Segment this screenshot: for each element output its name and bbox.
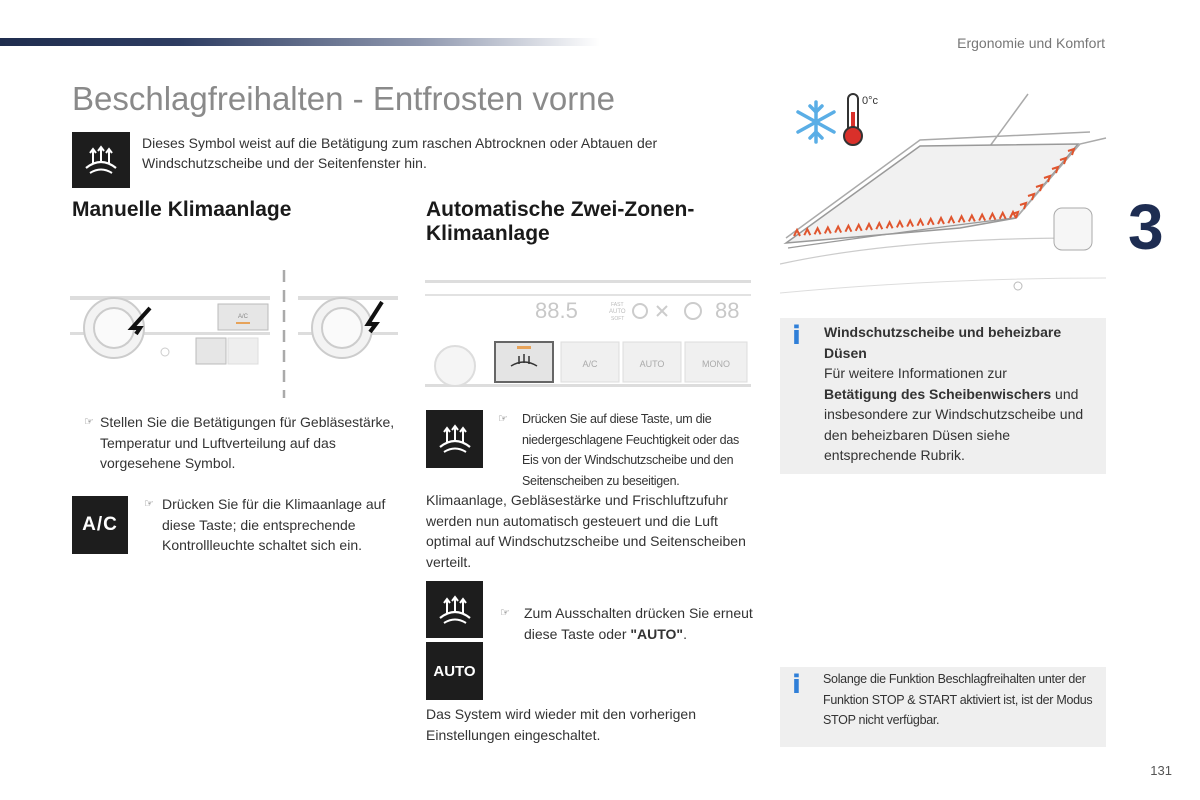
manual-step2: Drücken Sie für die Klimaanlage auf diese Taste; die entsprechende Kontrollleuchte schaltet sich ein.	[162, 496, 386, 553]
bullet-icon: ☞	[84, 416, 94, 428]
auto-para1: Klimaanlage, Gebläsestärke und Frischluftzufuhr werden nun automatisch gesteuert und die Luft optimal auf Windschutzscheibe und Seitenscheiben verteilt.	[426, 492, 746, 570]
info-box-title: Windschutzscheibe und beheizbare Düsen	[824, 324, 1062, 361]
intro-text: Dieses Symbol weist auf die Betätigung zum raschen Abtrocknen oder Abtauen der Windschutzscheibe und der Seitenfenster hin.	[142, 135, 658, 171]
defrost-symbol-icon	[72, 132, 130, 188]
thermometer-icon	[844, 94, 862, 145]
ac-button-icon: A/C	[72, 496, 128, 554]
auto-step1: Drücken Sie auf diese Taste, um die niedergeschlagene Feuchtigkeit oder das Eis von der Windschutzscheibe und den Seitenscheiben zu beseitigen.	[522, 412, 739, 488]
auto-step2-text: Zum Ausschalten drücken Sie erneut diese Taste oder	[524, 605, 753, 642]
info-box-line2: und insbesondere zur Windschutzscheibe und den beheizbaren Düsen siehe entsprechende Rubrik.	[824, 385, 1084, 463]
manual-heading: Manuelle Klimaanlage	[72, 198, 292, 221]
chapter-number: 3	[1128, 191, 1164, 263]
info-box-stop-start-text: Solange die Funktion Beschlagfreihalten unter der Funktion STOP & START aktiviert ist, ist der Modus STOP nicht verfügbar.	[823, 672, 1093, 727]
display-soft: SOFT	[611, 316, 625, 322]
auto-heading-line1: Automatische Zwei-Zonen-	[426, 198, 695, 221]
manual-control-panel-illustration	[70, 268, 400, 400]
snowflake-icon	[798, 102, 834, 142]
info-box-text	[824, 322, 1100, 466]
auto-heading	[426, 198, 694, 246]
page-title: Beschlagfreihalten - Entfrosten vorne	[72, 80, 615, 117]
section-title: Ergonomie und Komfort	[957, 35, 1105, 51]
auto-step2	[524, 603, 764, 644]
display-fast: FAST	[611, 302, 624, 308]
windscreen-illustration	[780, 88, 1108, 306]
info-box-wipers	[780, 318, 1106, 474]
display-temp-right: 88	[715, 298, 740, 323]
panel-btn-mono: MONO	[702, 359, 730, 369]
bullet-icon: ☞	[144, 498, 154, 510]
auto-step2-bold: "AUTO"	[630, 625, 684, 642]
auto-control-panel-illustration	[425, 278, 753, 394]
manual-step1: Stellen Sie die Betätigungen für Gebläsestärke, Temperatur und Luftverteilung auf das vorgesehene Symbol.	[100, 414, 395, 471]
info-icon: i	[792, 321, 801, 351]
info-box-stop-start	[780, 667, 1106, 747]
panel-ac-label: A/C	[237, 314, 249, 320]
display-temp-left: 88.5	[535, 298, 578, 323]
bullet-icon: ☞	[498, 413, 508, 425]
info-box-bold: Betätigung des Scheibenwischers	[824, 385, 1052, 402]
display-auto: AUTO	[609, 309, 626, 315]
auto-heading-line2: Klimaanlage	[426, 222, 550, 245]
defrost-button-icon	[426, 410, 483, 468]
temp-label: 0°c	[862, 95, 879, 107]
page-number: 131	[1150, 763, 1172, 778]
panel-btn-ac: A/C	[582, 359, 598, 369]
bullet-icon: ☞	[500, 607, 510, 619]
info-box-line1: Für weitere Informationen zur	[824, 365, 1007, 381]
auto-step2-suffix: .	[683, 625, 687, 642]
panel-btn-auto: AUTO	[639, 359, 665, 369]
defrost-button-icon	[426, 581, 483, 638]
header-accent-bar	[0, 38, 600, 46]
info-icon: i	[792, 670, 801, 700]
auto-para2: Das System wird wieder mit den vorherigen Einstellungen eingeschaltet.	[426, 706, 696, 743]
auto-button-icon: AUTO	[426, 642, 483, 700]
